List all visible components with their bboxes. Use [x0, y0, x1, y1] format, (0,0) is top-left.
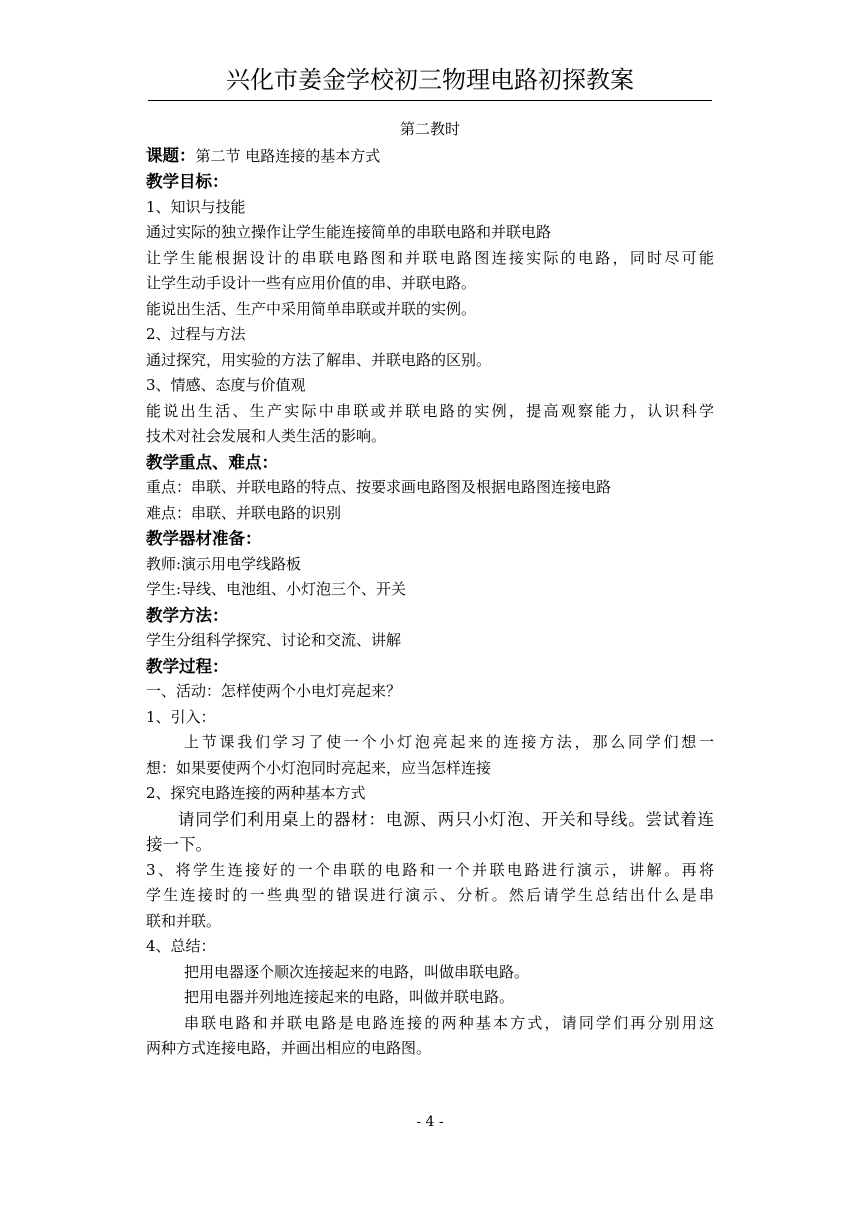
focus-heading: 教学重点、难点： [146, 452, 278, 472]
process-paragraph: 把用电器并列地连接起来的电路，叫做并联电路。 [184, 988, 515, 1006]
method-text: 学生分组科学探究、讨论和交流、讲解 [146, 631, 402, 649]
page-number: - 4 - [416, 1114, 444, 1130]
process-paragraph: 4、总结： [146, 937, 216, 955]
objective-3-title: 3、情感、态度与价值观 [146, 376, 306, 394]
lesson-period: 第二教时 [399, 120, 460, 138]
process-heading: 教学过程： [146, 656, 229, 676]
objective-2-title: 2、过程与方法 [146, 325, 246, 343]
process-paragraph: 3、将学生连接好的一个串联的电路和一个并联电路进行演示，讲解。再将 [146, 860, 714, 879]
focus-difficult-point: 难点：串联、并联电路的识别 [146, 503, 342, 522]
process-paragraph: 联和并联。 [146, 911, 222, 930]
process-paragraph: 2、探究电路连接的两种基本方式 [146, 784, 366, 802]
lesson-content [146, 117, 714, 1062]
equipment-heading: 教学器材准备： [146, 529, 262, 548]
objective-1-line: 能说出生活、生产中采用简单串联或并联的实例。 [146, 299, 477, 318]
process-paragraph: 请同学们利用桌上的器材：电源、两只小灯泡、开关和导线。尝试着连 [178, 809, 714, 829]
equipment-student: 学生:导线、电池组、小灯泡三个、开关 [146, 580, 407, 598]
header-rule [148, 100, 712, 101]
process-paragraph: 把用电器逐个顺次连接起来的电路，叫做串联电路。 [184, 962, 530, 981]
topic-label: 课题： [146, 145, 196, 165]
page-header-title: 兴化市姜金学校初三物理电路初探教案 [226, 66, 634, 94]
objectives-heading: 教学目标： [146, 172, 229, 191]
process-paragraph: 串联电路和并联电路是电路连接的两种基本方式，请同学们再分别用这 [184, 1013, 714, 1032]
objective-1-line: 通过实际的独立操作让学生能连接简单的串联电路和并联电路 [146, 223, 552, 241]
process-paragraph: 一、活动：怎样使两个小电灯亮起来？ [146, 682, 402, 700]
objective-2-line: 通过探究，用实验的方法了解串、并联电路的区别。 [146, 350, 492, 369]
topic-value: 第二节 电路连接的基本方式 [195, 146, 381, 165]
objective-1-title: 1、知识与技能 [146, 197, 246, 216]
method-heading: 教学方法： [146, 605, 229, 625]
lesson-topic [146, 143, 714, 170]
objective-3-line: 能说出生活、生产实际中串联或并联电路的实例，提高观察能力，认识科学 [146, 401, 714, 420]
equipment-teacher: 教师:演示用电学线路板 [146, 554, 302, 573]
process-paragraph: 接一下。 [146, 835, 212, 854]
focus-key-point: 重点：串联、并联电路的特点、按要求画电路图及根据电路图连接电路 [146, 478, 612, 496]
objective-1-line: 让学生动手设计一些有应用价值的串、并联电路。 [146, 274, 477, 292]
process-paragraph: 上节课我们学习了使一个小灯泡亮起来的连接方法，那么同学们想一 [184, 733, 714, 751]
process-paragraph: 两种方式连接电路，并画出相应的电路图。 [146, 1039, 432, 1057]
objective-3-line: 技术对社会发展和人类生活的影响。 [146, 427, 387, 445]
process-paragraph: 想：如果要使两个小灯泡同时亮起来，应当怎样连接 [146, 758, 492, 777]
process-paragraph: 1、引入： [146, 707, 216, 726]
process-paragraph: 学生连接时的一些典型的错误进行演示、分析。然后请学生总结出什么是串 [146, 886, 714, 904]
objective-1-line: 让学生能根据设计的串联电路图和并联电路图连接实际的电路，同时尽可能 [146, 248, 714, 267]
